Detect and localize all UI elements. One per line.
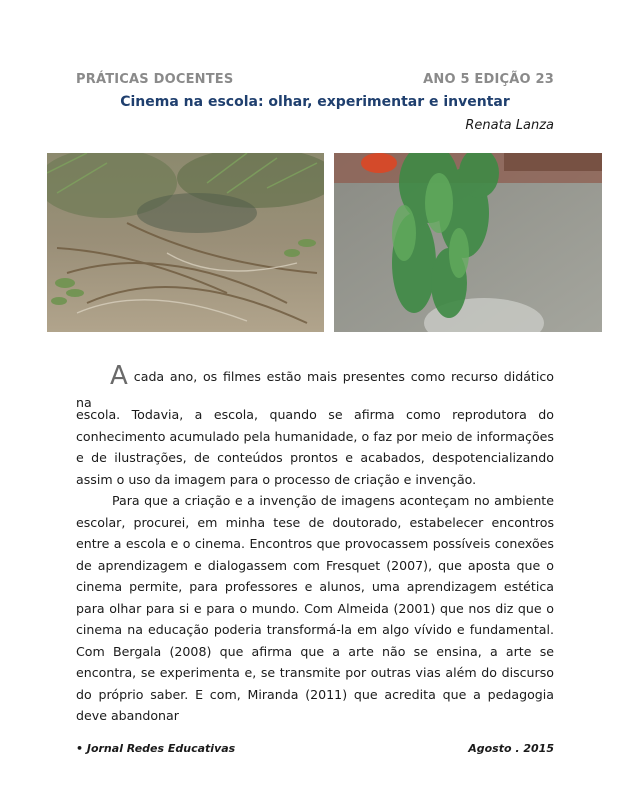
paragraph-1: escola. Todavia, a escola, quando se afirma como reprodutora do conhecimento acumulado pela humanidade, o faz por meio de informações e de ilustrações, de conteúdos prontos e acabados, despotencializando assim o uso da imagem para o processo de criação e invenção. — [76, 407, 554, 487]
article-title: Cinema na escola: olhar, experimentar e inventar — [120, 94, 510, 110]
page-footer — [76, 742, 554, 755]
photo-blurred-plant-image — [334, 153, 602, 332]
section-label: PRÁTICAS DOCENTES — [76, 72, 234, 87]
drop-cap: A — [110, 361, 128, 391]
paragraph-2: Para que a criação e a invenção de imagens aconteçam no ambiente escolar, procurei, em minha tese de doutorado, estabelecer encontros entre a escola e o cinema. Encontros que provocassem possíveis conexões de aprendizagem e dialogassem com Fresquet (2007), que aposta que o cinema permite, para professores e alunos, uma aprendizagem estética para olhar para si e para o mundo. Com Almeida (2001) que nos diz que o cinema na educação poderia transformá-la em algo vívido e fundamental. Com Bergala (2008) que afirma que a arte não se ensina, a arte se encontra, se experimenta e, se transmite por outras vias além do discurso do próprio saber. E com, Miranda (2011) que acredita que a pedagogia deve abandonar — [76, 493, 554, 723]
footer-publication: • Jornal Redes Educativas — [76, 742, 236, 755]
issue-label: ANO 5 EDIÇÃO 23 — [423, 72, 554, 87]
page-header — [76, 72, 554, 87]
photo-ground-leaves — [47, 153, 324, 332]
photo-ground-leaves-image — [47, 153, 324, 332]
article-author: Renata Lanza — [465, 118, 554, 133]
paragraph-1-first-line — [76, 360, 554, 410]
article-body — [76, 360, 554, 727]
footer-date: Agosto . 2015 — [468, 742, 554, 755]
photo-blurred-plant — [334, 153, 602, 332]
paragraph-1-first-line-text: cada ano, os filmes estão mais presentes como recurso didático na — [76, 369, 554, 410]
